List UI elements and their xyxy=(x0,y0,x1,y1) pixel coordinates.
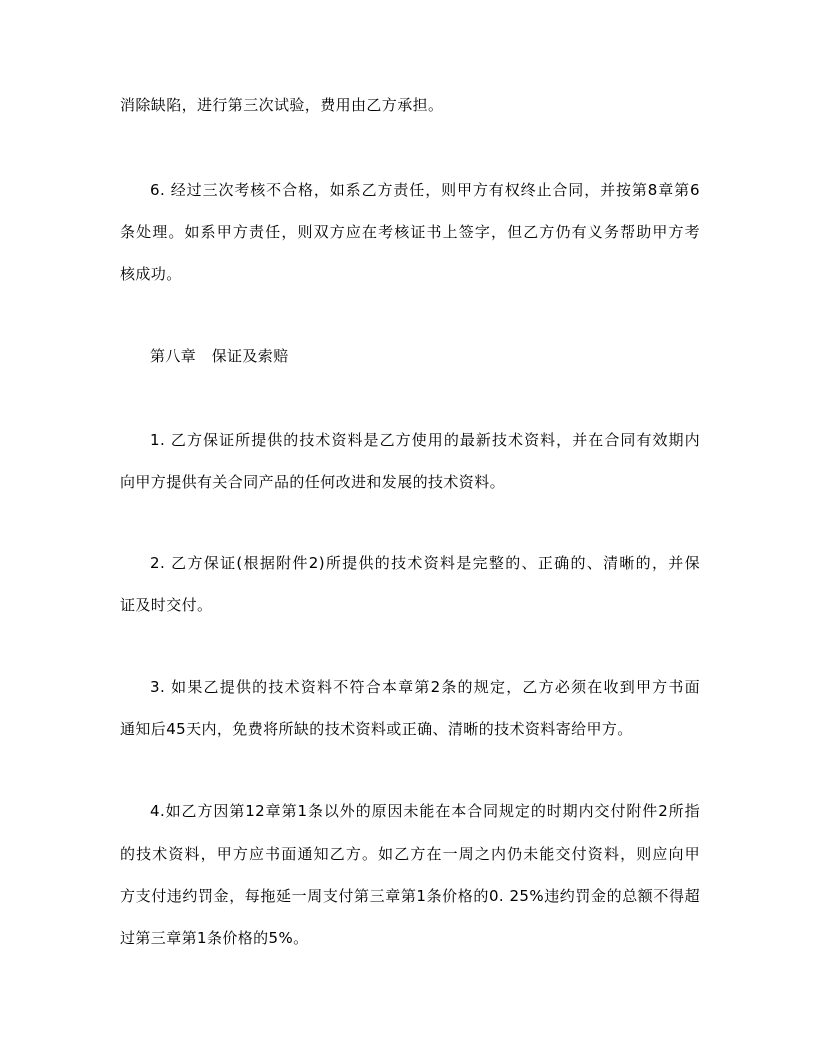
paragraph-line: 方支付违约罚金，每拖延一周支付第三章第1条价格的0. 25%违约罚金的总额不得超 xyxy=(120,887,700,905)
paragraph-line: 通知后45天内，免费将所缺的技术资料或正确、清晰的技术资料寄给甲方。 xyxy=(120,720,633,738)
chapter-heading: 第八章 保证及索赔 xyxy=(150,347,289,365)
paragraph-line: 的技术资料，甲方应书面通知乙方。如乙方在一周之内仍未能交付资料，则应向甲 xyxy=(120,845,700,863)
paragraph-line: 条处理。如系甲方责任，则双方应在考核证书上签字，但乙方仍有义务帮助甲方考 xyxy=(120,223,700,241)
paragraph-line: 6. 经过三次考核不合格，如系乙方责任，则甲方有权终止合同，并按第8章第6 xyxy=(150,181,700,199)
paragraph-line: 过第三章第1条价格的5%。 xyxy=(120,929,309,947)
paragraph-line: 1. 乙方保证所提供的技术资料是乙方使用的最新技术资料，并在合同有效期内 xyxy=(150,431,700,449)
paragraph-line: 证及时交付。 xyxy=(120,596,213,614)
paragraph-line: 3. 如果乙提供的技术资料不符合本章第2条的规定，乙方必须在收到甲方书面 xyxy=(150,678,700,696)
paragraph-line: 向甲方提供有关合同产品的任何改进和发展的技术资料。 xyxy=(120,473,506,491)
paragraph-line: 2. 乙方保证(根据附件2)所提供的技术资料是完整的、正确的、清晰的，并保 xyxy=(150,554,700,572)
paragraph-line: 4.如乙方因第12章第1条以外的原因未能在本合同规定的时期内交付附件2所指 xyxy=(150,802,700,820)
paragraph-line: 核成功。 xyxy=(120,265,182,283)
paragraph-line: 消除缺陷，进行第三次试验，费用由乙方承担。 xyxy=(120,96,444,114)
